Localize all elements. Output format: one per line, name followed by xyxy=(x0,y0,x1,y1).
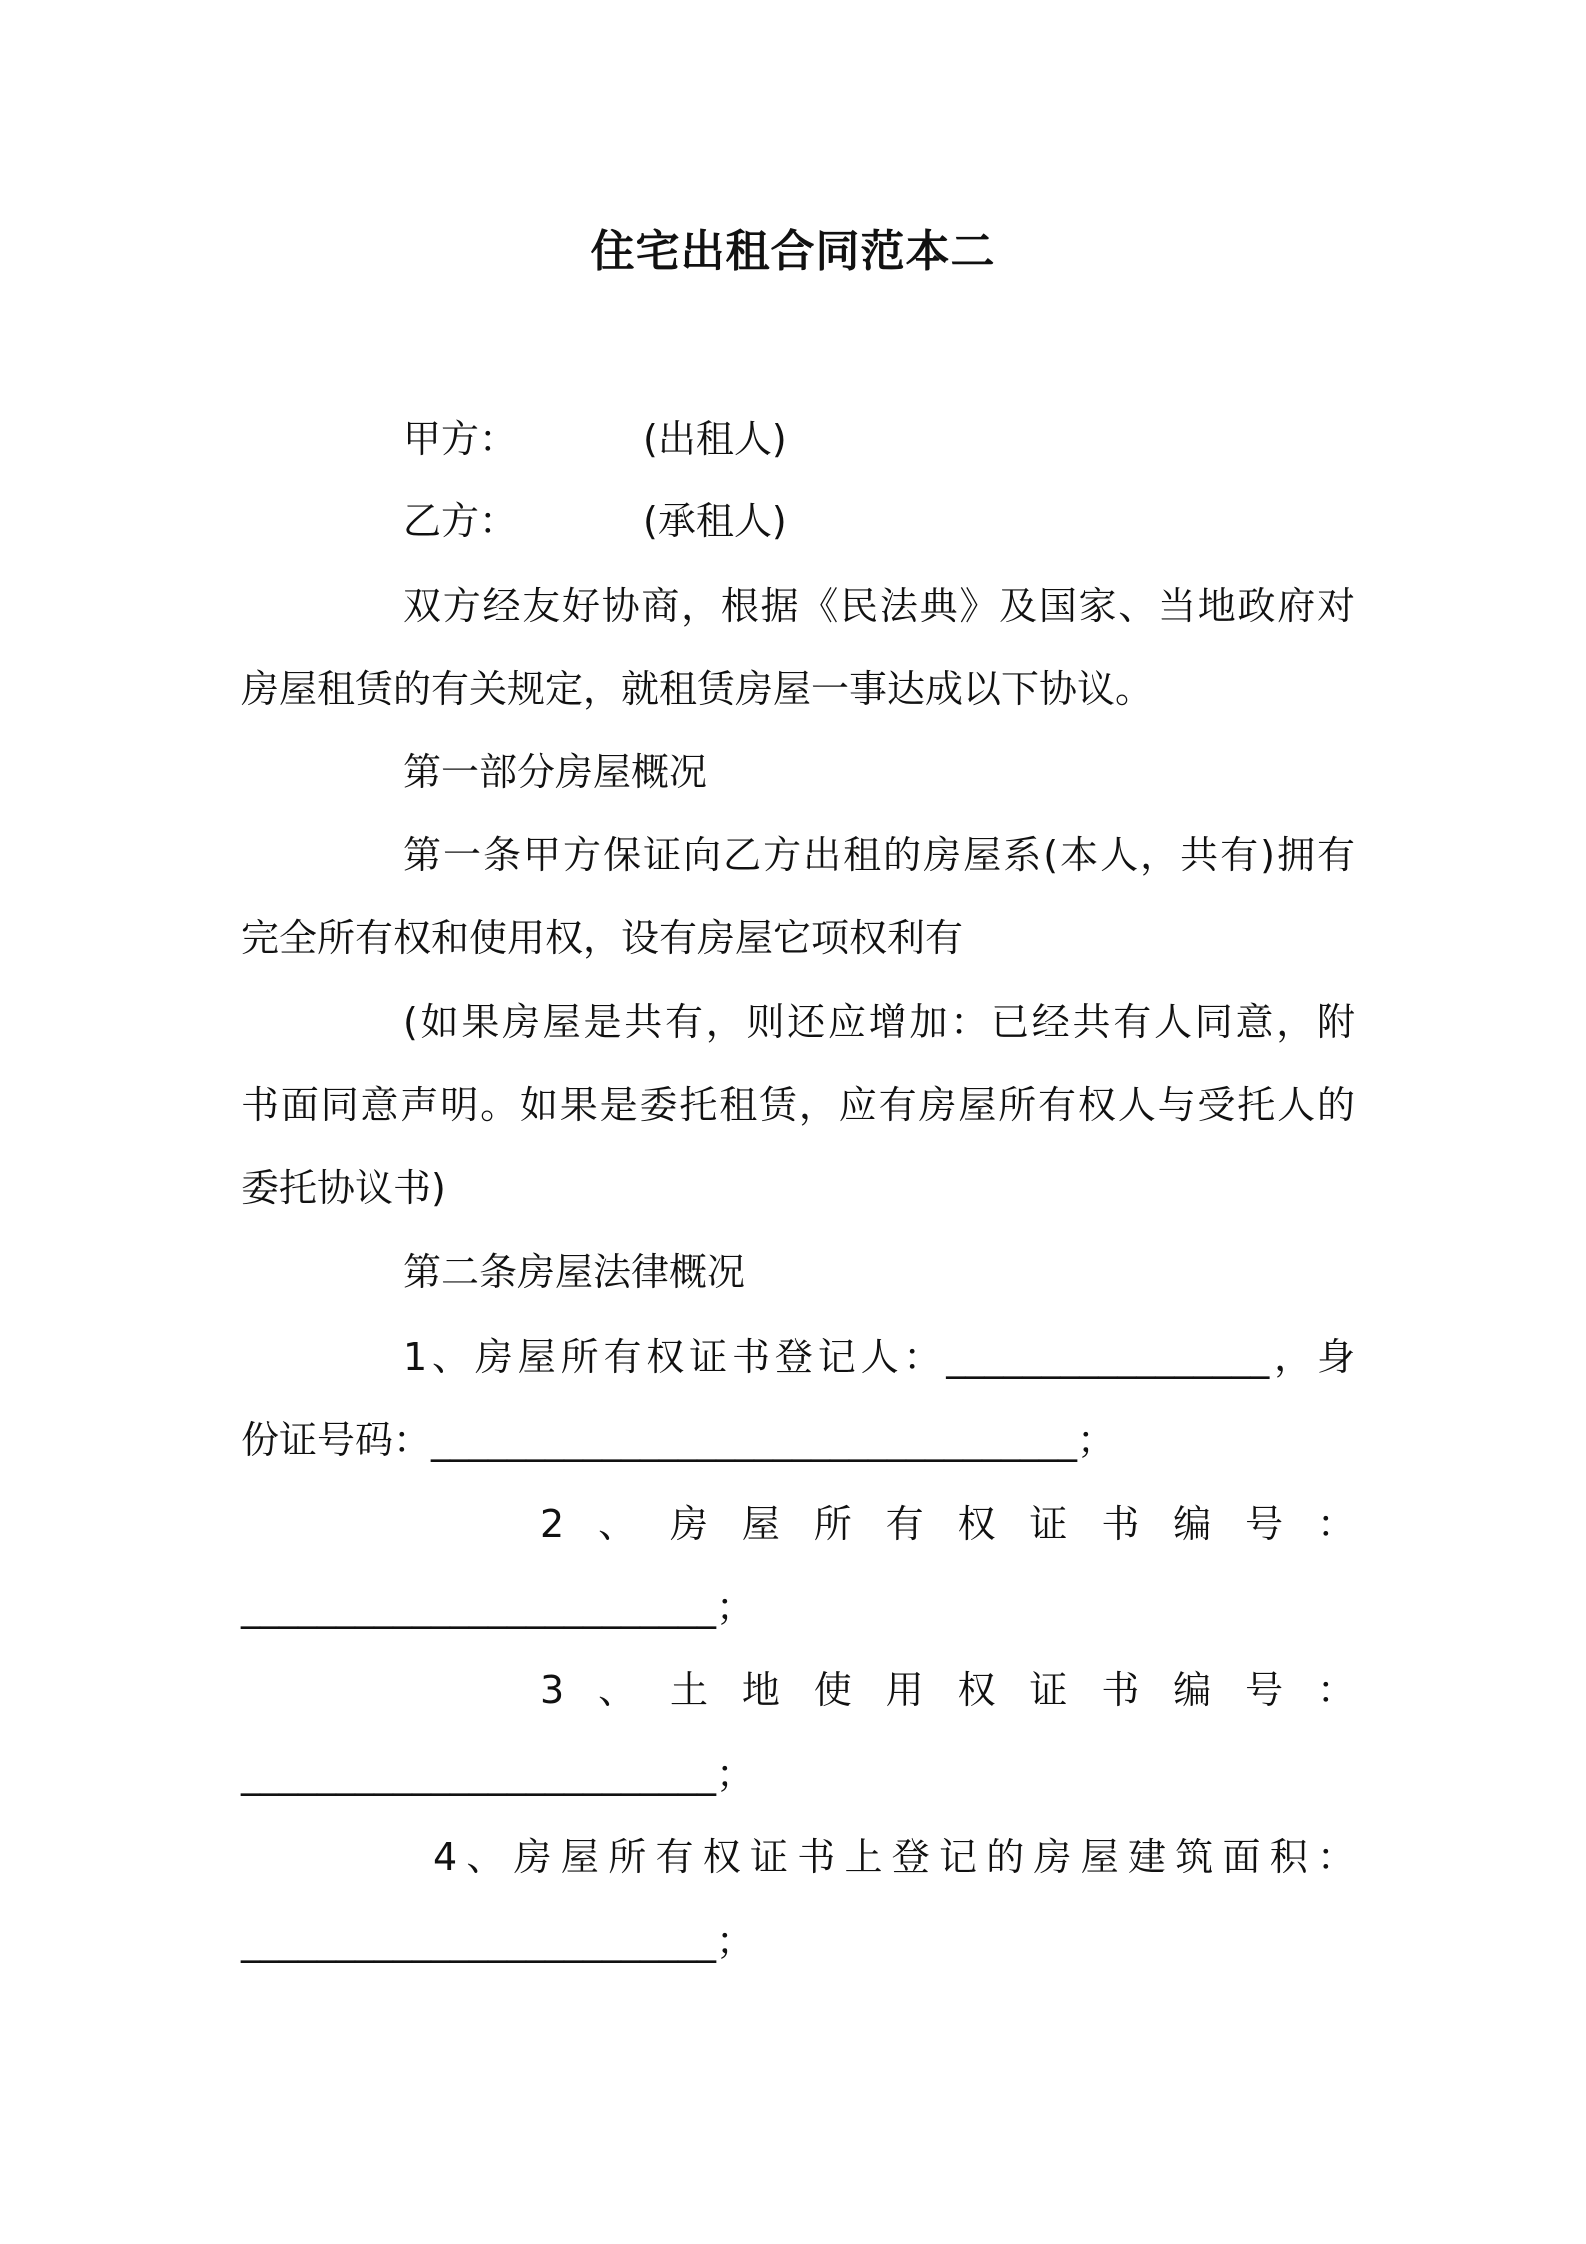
part1-heading: 第一部分房屋概况 xyxy=(403,750,708,794)
item3-line-1: 3、土地使用权证书编号： xyxy=(540,1668,1355,1712)
party-b-label: 乙方： xyxy=(403,499,518,543)
item1-line-2: 份证号码：__________________________________； xyxy=(241,1418,1116,1462)
article1-line-1: 第一条甲方保证向乙方出租的房屋系(本人，共有)拥有 xyxy=(403,833,1355,877)
party-a-label: 甲方： xyxy=(403,417,518,461)
intro-line-2: 房屋租赁的有关规定，就租赁房屋一事达成以下协议。 xyxy=(241,667,1154,711)
item2-line-2: _________________________； xyxy=(241,1585,755,1629)
item3-line-2: _________________________； xyxy=(241,1752,755,1796)
document-title: 住宅出租合同范本二 xyxy=(590,226,996,277)
party-b-role: (承租人) xyxy=(643,499,787,543)
note-line-2: 书面同意声明。如果是委托租赁，应有房屋所有权人与受托人的 xyxy=(241,1083,1355,1127)
note-line-1: (如果房屋是共有，则还应增加：已经共有人同意，附 xyxy=(403,1000,1355,1044)
item4-line-1: 4、房屋所有权证书上登记的房屋建筑面积： xyxy=(433,1835,1355,1879)
item2-line-1: 2、房屋所有权证书编号： xyxy=(540,1502,1355,1546)
note-line-3: 委托协议书) xyxy=(241,1166,446,1210)
party-a-role: (出租人) xyxy=(643,417,787,461)
item1-line-1: 1、房屋所有权证书登记人：_________________，身 xyxy=(403,1335,1355,1379)
intro-line-1: 双方经友好协商，根据《民法典》及国家、当地政府对 xyxy=(403,584,1355,628)
article2-heading: 第二条房屋法律概况 xyxy=(403,1250,746,1294)
article1-line-2: 完全所有权和使用权，设有房屋它项权利有 xyxy=(241,916,964,960)
item4-line-2: _________________________； xyxy=(241,1919,755,1963)
